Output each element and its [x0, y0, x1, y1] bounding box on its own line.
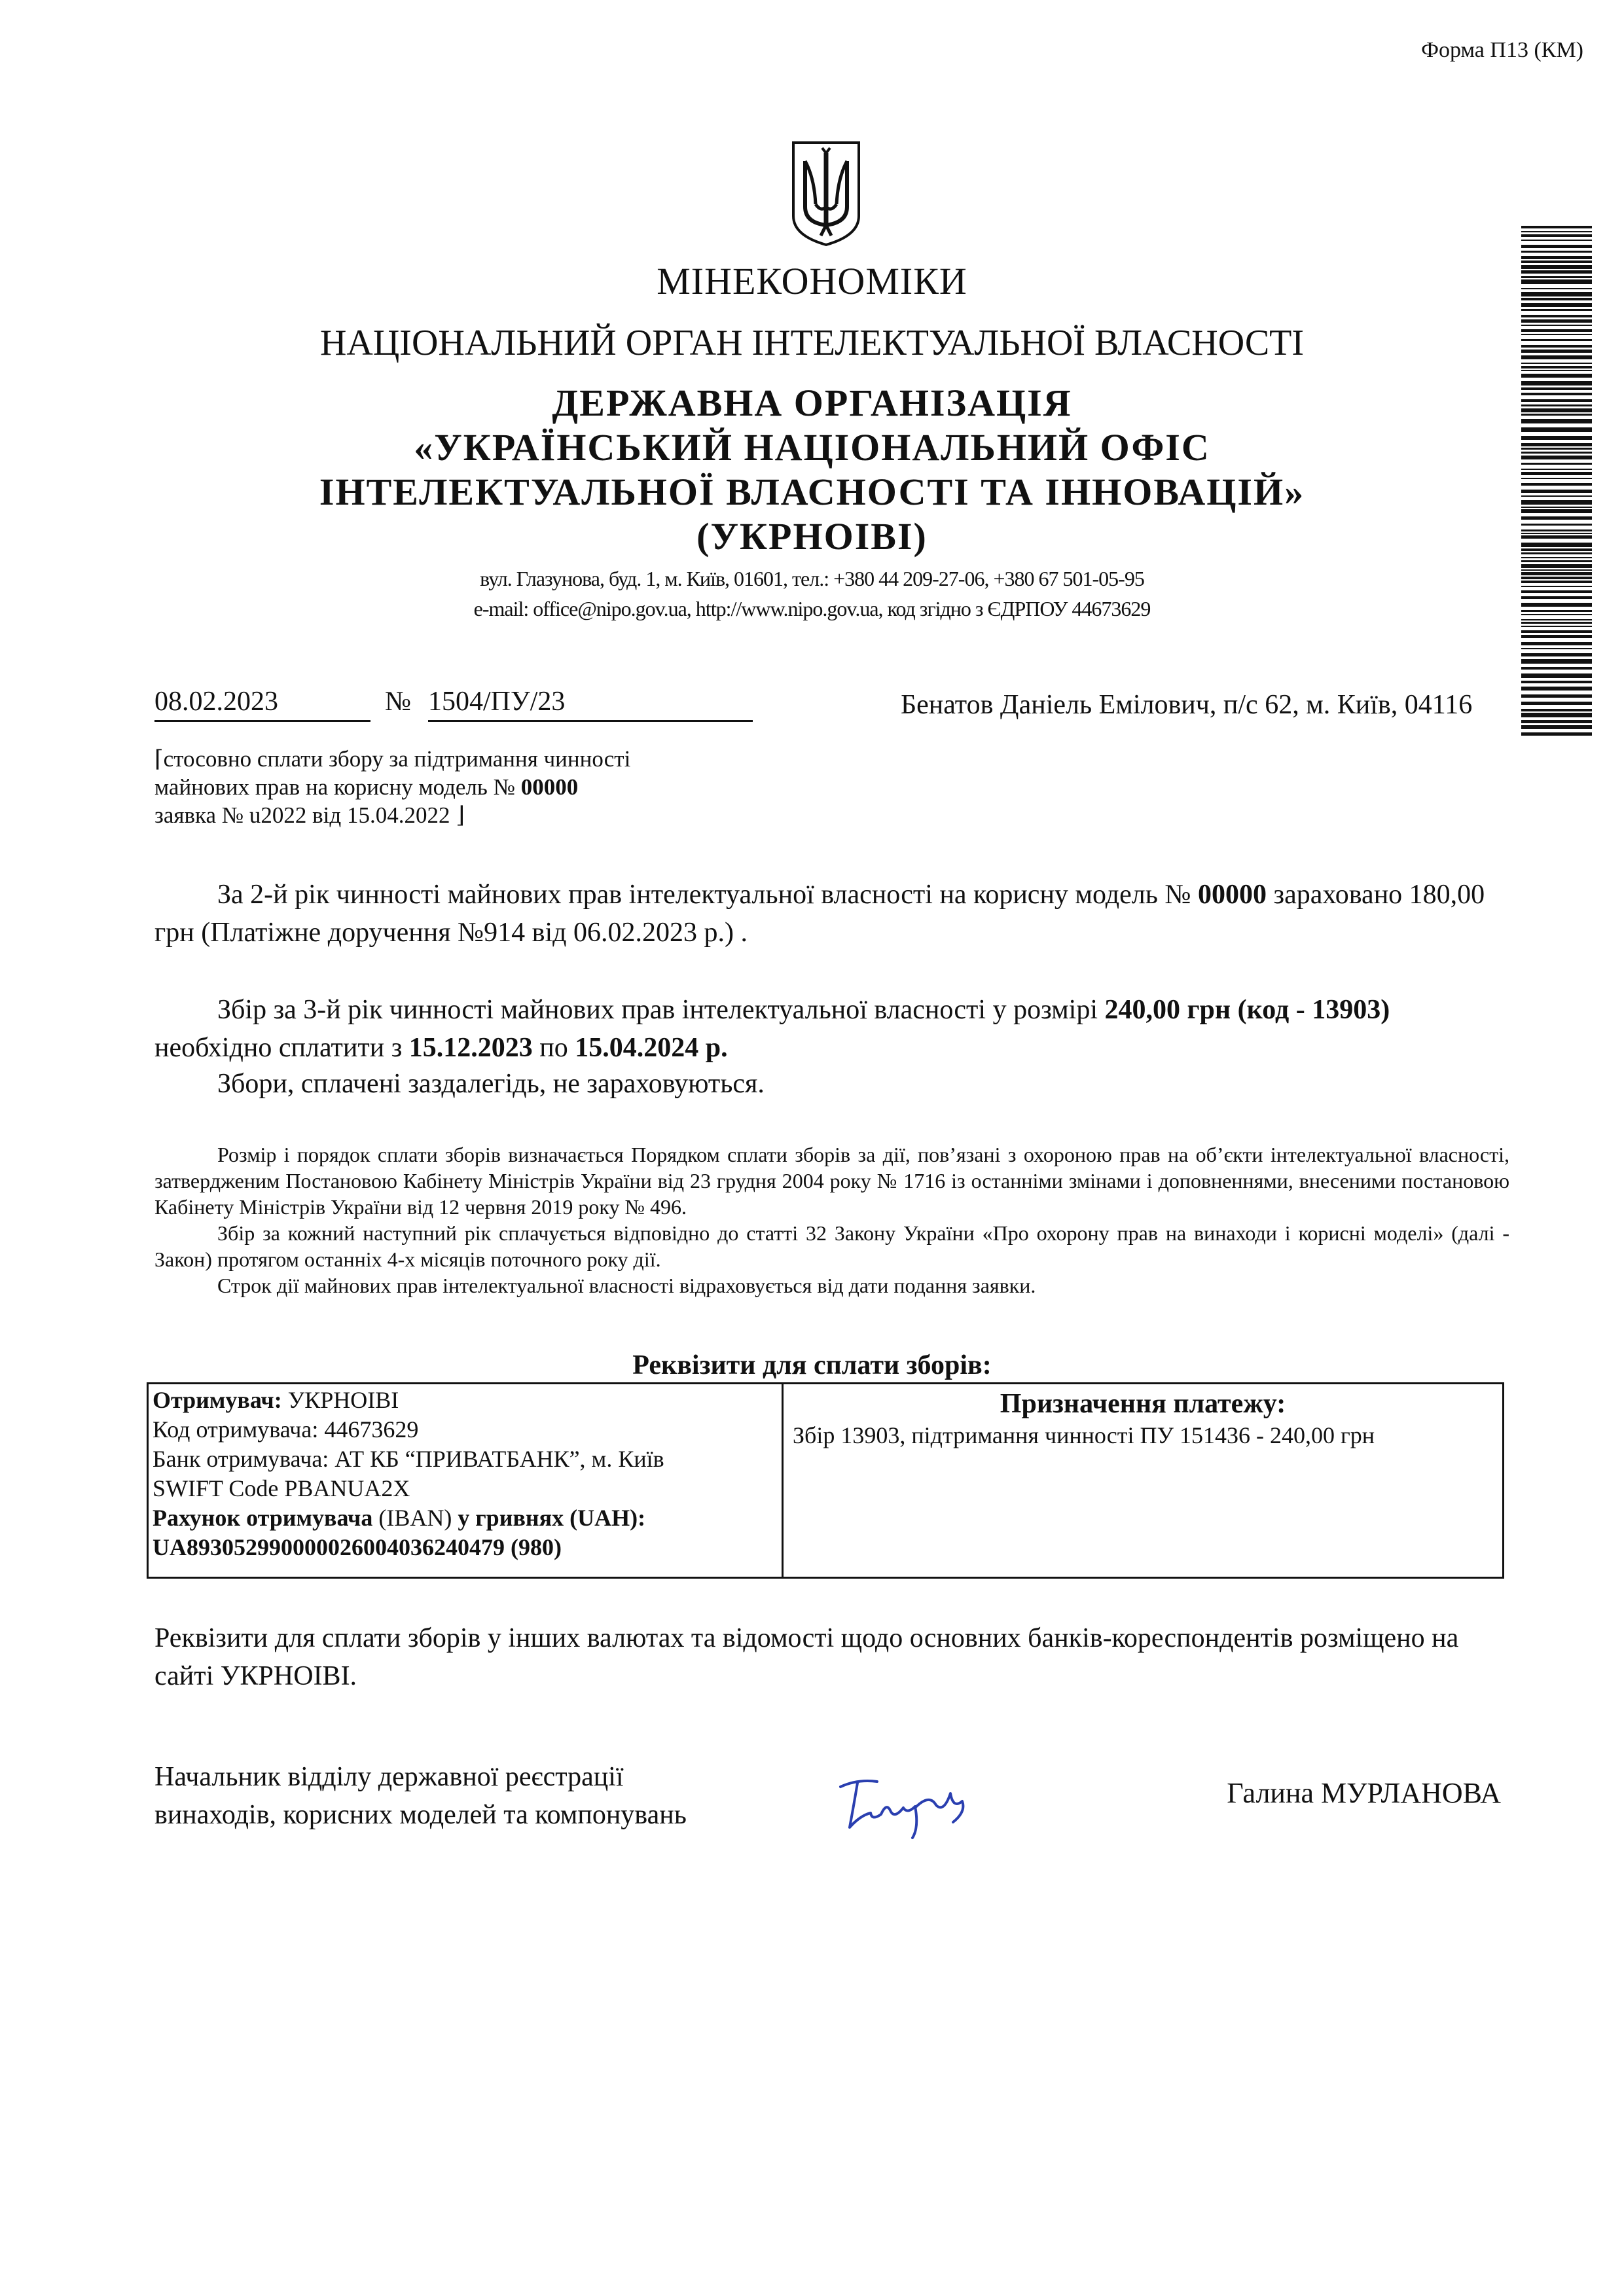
p2-text-c: необхідно сплатити з — [154, 1033, 409, 1063]
p1-model-number: 00000 — [1198, 880, 1267, 910]
requisites-table — [147, 1382, 1504, 1579]
requisites-recipient-cell — [149, 1384, 784, 1577]
subject-line-1: ⌈стосовно сплати збору за підтримання чинності — [154, 746, 631, 772]
ministry-name: МІНЕКОНОМІКИ — [657, 260, 967, 302]
subject-line-3: заявка № u2022 від 15.04.2022 ⌋ — [154, 802, 465, 828]
org-contacts: e-mail: office@nipo.gov.ua, http://www.nipo.gov.ua, код згідно з ЄДРПОУ 44673629 — [473, 597, 1151, 620]
signer-position — [154, 1758, 809, 1834]
org-title-line-2: «УКРАЇНСЬКИЙ НАЦІОНАЛЬНИЙ ОФІС — [414, 426, 1210, 469]
org-address: вул. Глазунова, буд. 1, м. Київ, 01601, тел.: +380 44 209-27-06, +380 67 501-05-95 — [480, 567, 1144, 590]
letter-subject — [154, 745, 757, 829]
position-line-2: винаходів, корисних моделей та компонувань — [154, 1800, 687, 1830]
recipient-line — [153, 1386, 778, 1415]
handwritten-signature — [831, 1767, 975, 1846]
purpose-text: Збір 13903, підтримання чинності ПУ 151436 - 240,00 грн — [793, 1422, 1375, 1448]
subject-line-2-text: майнових прав на корисну модель № — [154, 774, 521, 800]
p2-date-to: 15.04.2024 р. — [575, 1033, 728, 1063]
p2-text-a: Збір за 3-й рік чинності майнових прав інтелектуальної власності у розмірі — [217, 995, 1105, 1025]
org-title-line-3: ІНТЕЛЕКТУАЛЬНОЇ ВЛАСНОСТІ ТА ІННОВАЦІЙ» — [319, 471, 1305, 513]
p1-text-c: зараховано 180,00 грн (Платіжне доручення №914 від 06.02.2023 р.) . — [154, 880, 1485, 948]
trident-emblem-icon — [788, 139, 864, 247]
paragraph-prepaid-note: Збори, сплачені заздалегідь, не зараховуються. — [217, 1069, 765, 1099]
requisites-title: Реквізити для сплати зборів: — [632, 1350, 992, 1380]
org-title-line-1: ДЕРЖАВНА ОРГАНІЗАЦІЯ — [552, 382, 1072, 424]
account-label — [153, 1503, 778, 1533]
p1-text-a: За 2-й рік чинності майнових прав інтелектуальної власності на корисну модель № — [217, 880, 1198, 910]
org-title-line-4: (УКРНОІВІ) — [696, 515, 928, 558]
recipient-value: УКРНОІВІ — [281, 1387, 399, 1413]
form-code: Форма П13 (КМ) — [1421, 38, 1583, 62]
subject-line-2 — [154, 773, 757, 801]
account-label-c: у гривнях (UAH): — [458, 1505, 646, 1531]
letter-number: 1504/ПУ/23 — [428, 686, 753, 722]
letter-date: 08.02.2023 — [154, 686, 370, 722]
recipient-bank: Банк отримувача: АТ КБ “ПРИВАТБАНК”, м. Київ — [153, 1446, 664, 1472]
swift-code: SWIFT Code PBANUA2X — [153, 1475, 410, 1501]
paragraph-fee-due — [154, 991, 1509, 1067]
iban: UA893052990000026004036240479 (980) — [153, 1534, 562, 1560]
account-label-b: (IBAN) — [372, 1505, 458, 1531]
paragraph-credited — [154, 876, 1509, 952]
position-line-1: Начальник відділу державної реєстрації — [154, 1762, 624, 1792]
requisites-purpose-cell — [784, 1384, 1502, 1577]
recipient-label: Отримувач: — [153, 1387, 282, 1413]
currencies-note: Реквізити для сплати зборів у інших валютах та відомості щодо основних банків-кореспондентів розміщено на сайті УКРНОІВІ. — [154, 1623, 1459, 1691]
p2-date-from: 15.12.2023 — [408, 1033, 533, 1063]
recipient-code: Код отримувача: 44673629 — [153, 1416, 419, 1443]
recipient-address: Бенатов Даніель Емілович, п/с 62, м. Київ, 04116 — [901, 690, 1473, 720]
p2-text-e: по — [532, 1033, 575, 1063]
legal-note-2: Збір за кожний наступний рік сплачується відповідно до статті 32 Закону України «Про охорону прав на винаходи і корисні моделі» (далі - Закон) протягом останніх 4-х місяців поточного року дії. — [154, 1221, 1509, 1271]
legal-note-3: Строк дії майнових прав інтелектуальної власності відраховується від дати подання заявки. — [217, 1274, 1036, 1297]
legal-note-1: Розмір і порядок сплати зборів визначається Порядком сплати зборів за дії, пов’язані з охороною прав на об’єкти інтелектуальної власності, затвердженим Постановою Кабінету Міністрів України від 23 грудня 2004 року № 1716 із останніми змінами і доповненнями, внесеними постановою Кабінету Міністрів України від 12 червня 2019 року № 496. — [154, 1143, 1509, 1219]
signer-name: Галина МУРЛАНОВА — [1227, 1777, 1501, 1809]
account-label-a: Рахунок отримувача — [153, 1505, 373, 1531]
number-sign: № — [385, 687, 412, 717]
subject-model-number: 00000 — [520, 774, 579, 800]
office-name: НАЦІОНАЛЬНИЙ ОРГАН ІНТЕЛЕКТУАЛЬНОЇ ВЛАСНОСТІ — [319, 323, 1305, 363]
purpose-title: Призначення платежу: — [1000, 1389, 1286, 1419]
p2-amount: 240,00 грн (код - 13903) — [1104, 995, 1390, 1025]
